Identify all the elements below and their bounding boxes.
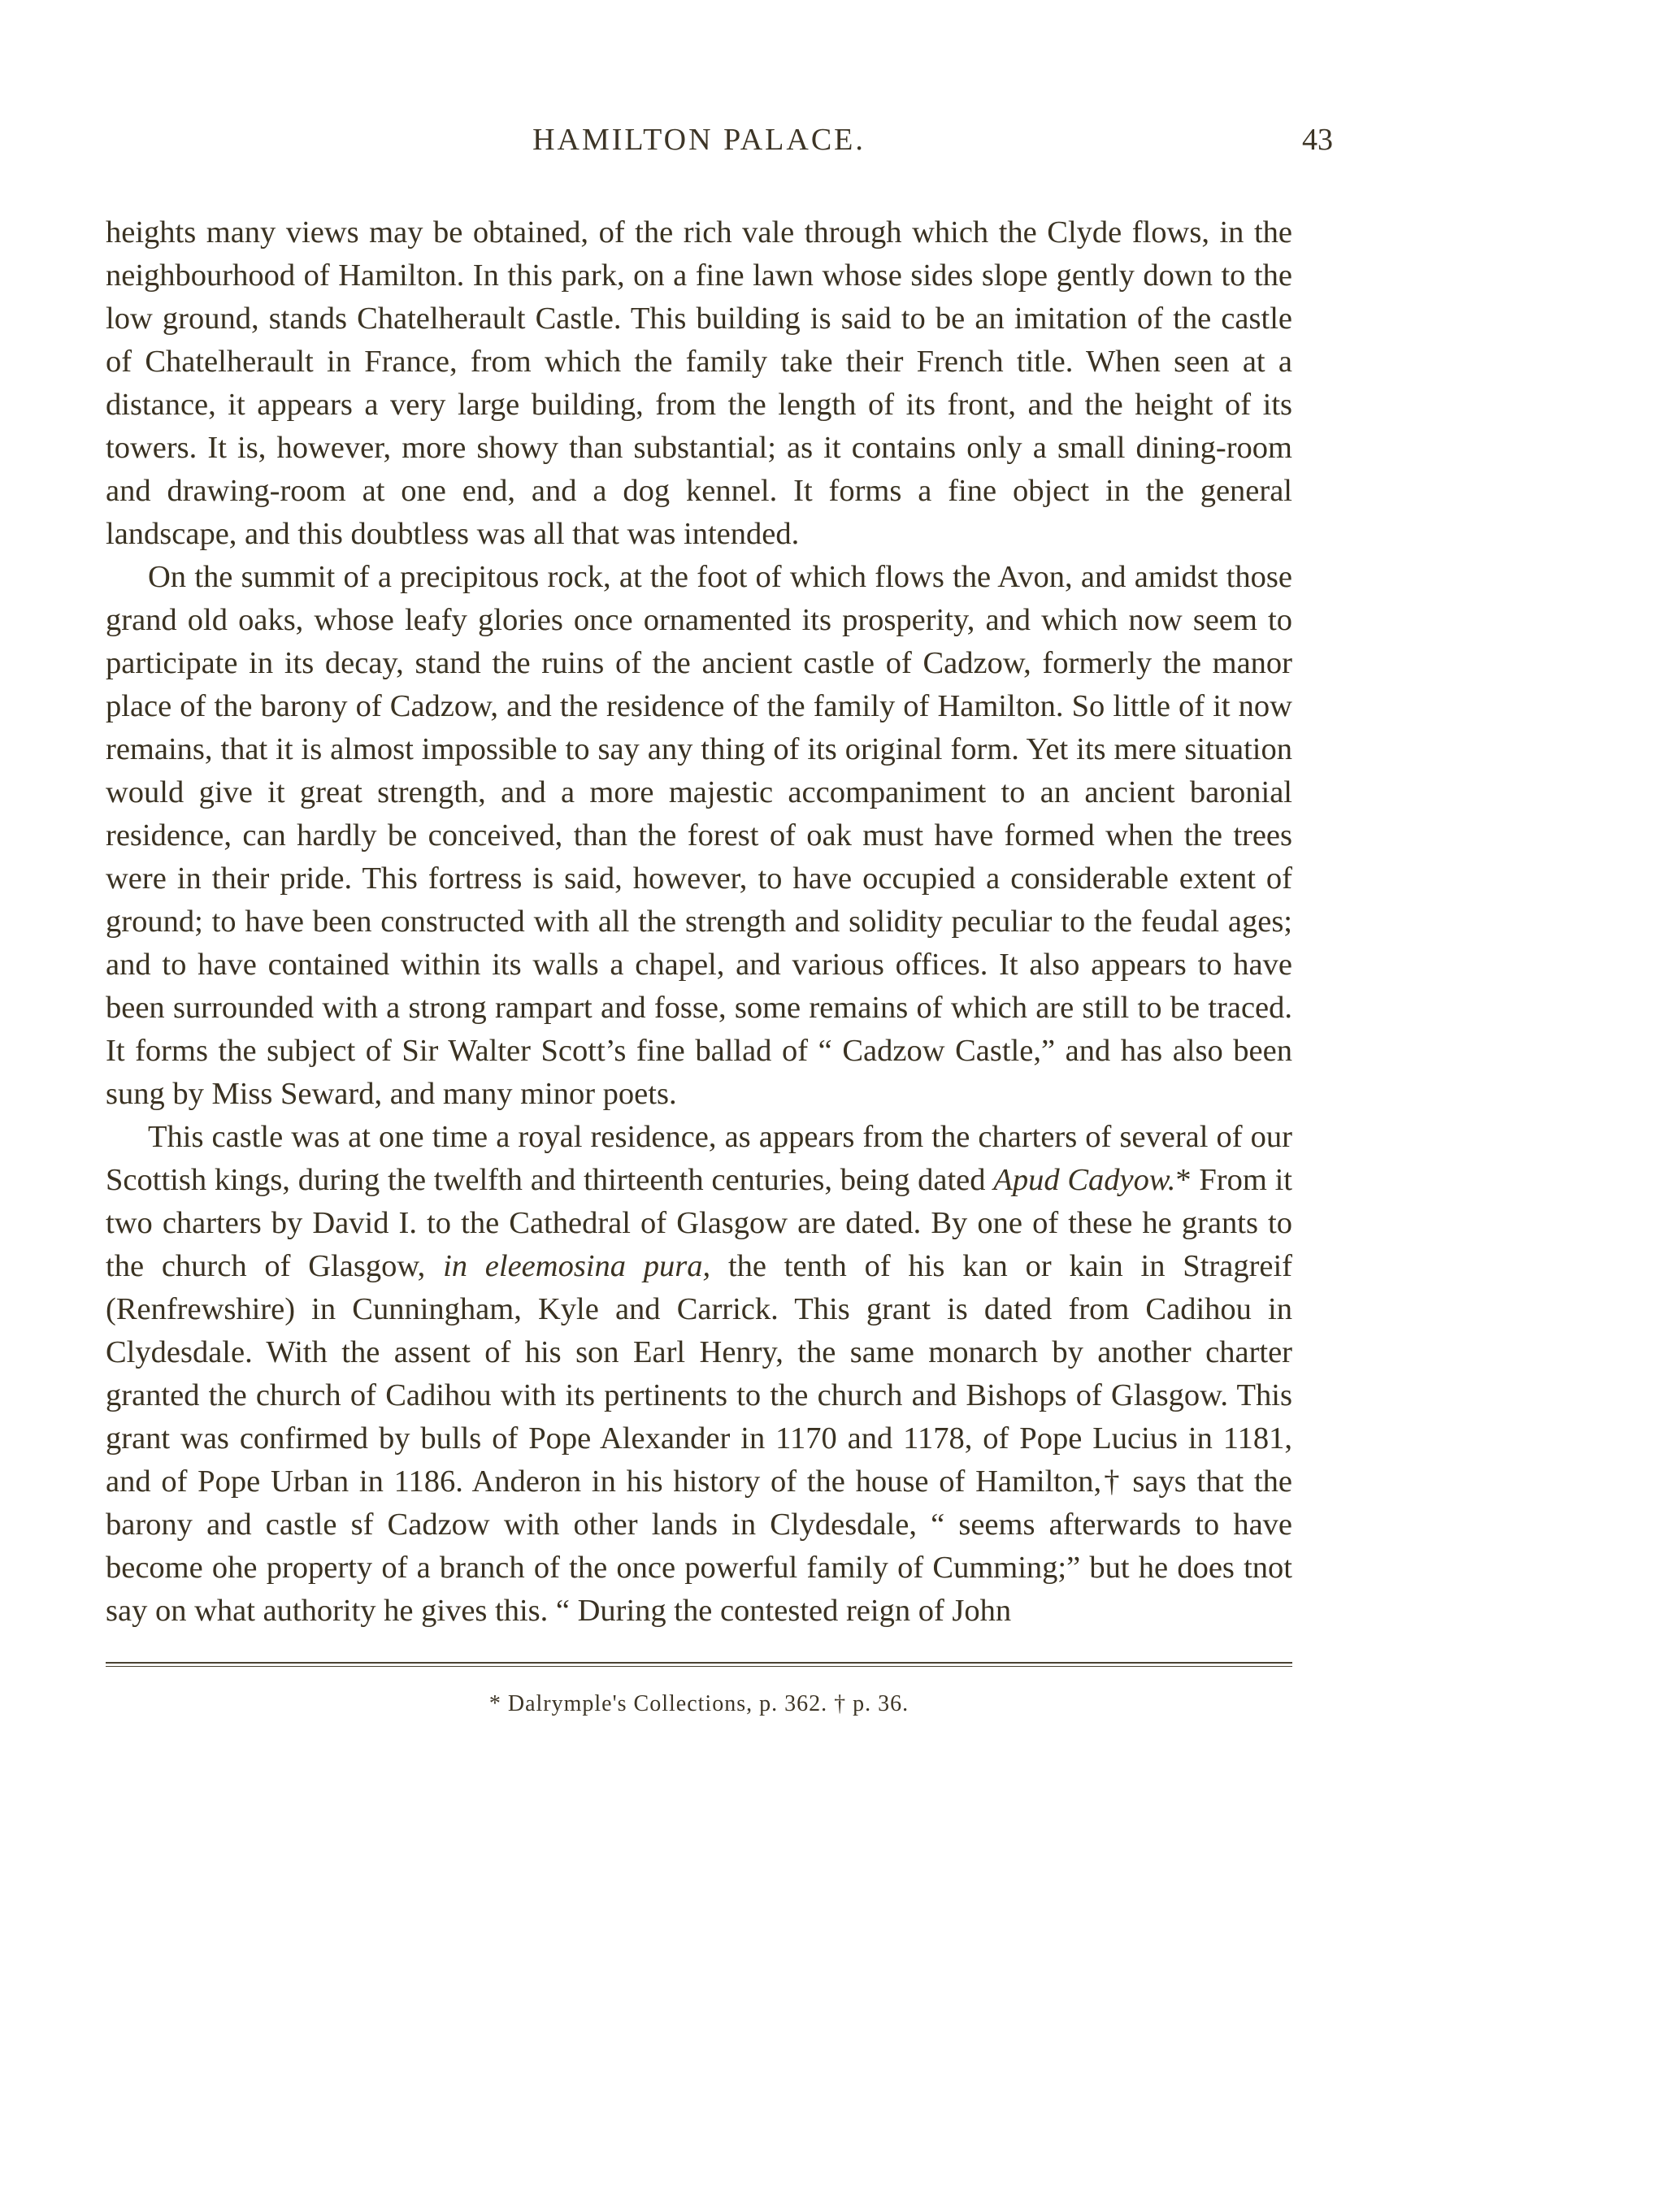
paragraph-1: heights many views may be obtained, of the rich vale through which the Clyde flows, in the neighbourhood of Hamilton. In this park, on a fine lawn whose sides slope gently down to the low ground, stands Chatelherault Castle. This building is said to be an imitation of the castle of Chatelherault in France, from which the family take their French title. When seen at a distance, it appears a very large building, from the length of its front, and the height of its towers. It is, however, more showy than substantial; as it contains only a small dining-room and drawing-room at one end, and a dog kennel. It forms a fine object in the general landscape, and this doubtless was all that was intended.	[106, 215, 1292, 551]
paragraph-3-text-e: the tenth of his kan or kain in Stragreif (Renfrewshire) in Cunningham, Kyle and Carrick. This grant is dated from Cadihou in Clydesdale. With the assent of his son Earl Henry, the same monarch by another charter granted the church of Cadihou with its pertinents to the church and Bishops of Glasgow. This grant was confirmed by bulls of Pope Alexander in 1170 and 1178, of Pope Lucius in 1181, and of Pope Urban in 1186. Anderon in his history of the house of Hamilton,† says that the barony and castle sf Cadzow with other lands in Clydesdale, “ seems afterwards to have become ohe property of a branch of the once powerful family of Cumming;” but he does tnot say on what authority he gives this. “ During the contested reign of John	[106, 1249, 1292, 1628]
book-page	[106, 122, 1333, 1717]
running-head	[106, 122, 1333, 171]
paragraph-3-text-c: * From it two charters by David I. to the Cathedral of Glasgow are dated. By one of these he grants to the church of Glasgow,	[106, 1163, 1292, 1283]
latin-phrase-apud-cadyow: Apud Cadyow.	[993, 1163, 1176, 1197]
page-number: 43	[1302, 123, 1333, 157]
running-title: HAMILTON PALACE.	[532, 123, 866, 157]
paragraph-3-text-a: This castle was at one time a royal residence, as appears from the charters of several of our Scottish kings, during the twelfth and thirteenth centuries, being dated	[106, 1120, 1292, 1197]
body-text	[106, 211, 1292, 1633]
paragraph-3	[106, 1116, 1292, 1633]
footnote-rule	[106, 1662, 1292, 1667]
latin-phrase-eleemosina-pura: in eleemosina pura,	[443, 1249, 711, 1283]
footnote: * Dalrymple's Collections, p. 362. † p. 36.	[488, 1691, 909, 1716]
paragraph-2: On the summit of a precipitous rock, at the foot of which flows the Avon, and amidst those grand old oaks, whose leafy glories once ornamented its prosperity, and which now seem to participate in its decay, stand the ruins of the ancient castle of Cadzow, formerly the manor place of the barony of Cadzow, and the residence of the family of Hamilton. So little of it now remains, that it is almost impossible to say any thing of its original form. Yet its mere situation would give it great strength, and a more majestic accompaniment to an ancient baronial residence, can hardly be conceived, than the forest of oak must have formed when the trees were in their pride. This fortress is said, however, to have occupied a considerable extent of ground; to have been constructed with all the strength and solidity peculiar to the feudal ages; and to have contained within its walls a chapel, and various offices. It also appears to have been surrounded with a strong rampart and fosse, some remains of which are still to be traced. It forms the subject of Sir Walter Scott’s fine ballad of “ Cadzow Castle,” and has also been sung by Miss Seward, and many minor poets.	[106, 560, 1292, 1111]
